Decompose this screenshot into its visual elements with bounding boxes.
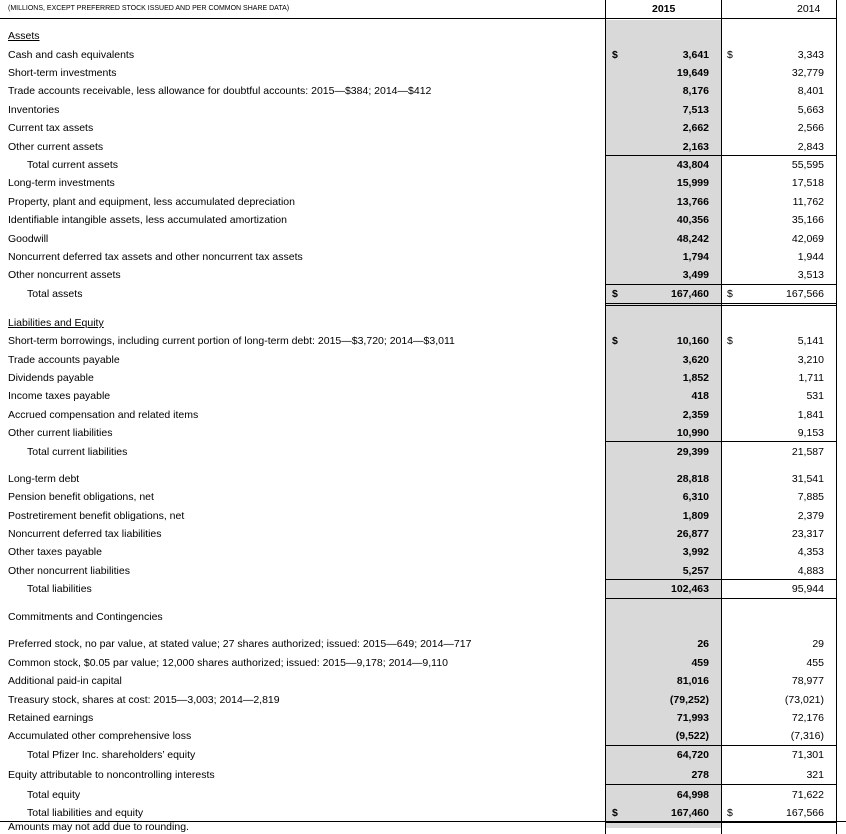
table-row	[0, 193, 846, 211]
section-heading-row	[0, 27, 846, 45]
row-label: Common stock, $0.05 par value; 12,000 shares authorized; issued: 2015—9,178; 2014—9,110	[8, 657, 448, 669]
value-2015: 2,163	[682, 141, 709, 153]
row-label: Inventories	[8, 104, 60, 116]
value-2015: 2,662	[682, 122, 709, 134]
value-2015: 1,794	[682, 251, 709, 263]
value-2015: 418	[691, 390, 709, 402]
value-2015: 26	[697, 638, 709, 650]
value-2014: 21,587	[791, 446, 824, 458]
value-2015: 43,804	[676, 159, 709, 171]
table-row	[0, 691, 846, 709]
subtotal-row	[0, 443, 846, 461]
total-rule	[605, 305, 721, 306]
value-2015: 10,990	[676, 427, 709, 439]
value-2015: 64,998	[676, 789, 709, 801]
row-label: Goodwill	[8, 233, 49, 245]
value-2014: 32,779	[791, 67, 824, 79]
value-2015: 19,649	[676, 67, 709, 79]
row-label: Other current liabilities	[8, 427, 113, 439]
value-2015: 5,257	[682, 565, 709, 577]
footnote: Amounts may not add due to rounding.	[8, 821, 189, 833]
table-row	[0, 230, 846, 248]
header-rule	[0, 18, 836, 19]
total-rule	[605, 822, 721, 823]
row-label: Other taxes payable	[8, 546, 102, 558]
value-2015: 3,641	[682, 49, 709, 61]
units-caption: (MILLIONS, EXCEPT PREFERRED STOCK ISSUED AND PER COMMON SHARE DATA)	[8, 5, 290, 12]
value-2014: 31,541	[791, 473, 824, 485]
table-row	[0, 709, 846, 727]
value-2015: 7,513	[682, 104, 709, 116]
row-label: Short-term borrowings, including current portion of long-term debt: 2015—$3,720; 2014—$3,011	[8, 335, 455, 347]
subtotal-rule	[721, 598, 836, 599]
value-2015: (79,252)	[669, 694, 709, 706]
value-2015: 81,016	[676, 675, 709, 687]
total-rule	[605, 303, 721, 304]
value-2014: 4,353	[797, 546, 824, 558]
row-label: Equity attributable to noncontrolling interests	[8, 769, 215, 781]
row-label: Retained earnings	[8, 712, 94, 724]
row-label: Total current liabilities	[27, 446, 128, 458]
value-2015: 29,399	[676, 446, 709, 458]
row-label: Total liabilities and equity	[27, 807, 144, 819]
row-label: Trade accounts receivable, less allowance for doubtful accounts: 2015—$384; 2014—$412	[8, 85, 432, 97]
year-current: 2015	[652, 3, 676, 15]
currency-symbol: $	[727, 807, 733, 819]
table-row	[0, 138, 846, 156]
value-2015: 40,356	[676, 214, 709, 226]
value-2015: 2,359	[682, 409, 709, 421]
table-row	[0, 635, 846, 653]
subtotal-row	[0, 746, 846, 764]
table-row	[0, 507, 846, 525]
row-label: Current tax assets	[8, 122, 94, 134]
value-2015: 6,310	[682, 491, 709, 503]
total-rule	[721, 305, 836, 306]
value-2014: 1,944	[797, 251, 824, 263]
table-row	[0, 266, 846, 284]
table-row	[0, 119, 846, 137]
subtotal-rule	[721, 784, 836, 785]
value-2014: 17,518	[791, 177, 824, 189]
row-label: Other noncurrent assets	[8, 269, 121, 281]
section-heading-row	[0, 608, 846, 626]
value-2014: 55,595	[791, 159, 824, 171]
currency-symbol: $	[612, 288, 618, 300]
value-2014: 11,762	[792, 196, 824, 208]
row-label: Accrued compensation and related items	[8, 409, 199, 421]
table-row	[0, 64, 846, 82]
value-2014: (73,021)	[784, 694, 824, 706]
value-2015: 15,999	[676, 177, 709, 189]
table-row	[0, 727, 846, 745]
total-rule	[721, 303, 836, 304]
currency-symbol: $	[612, 335, 618, 347]
row-label: Total Pfizer Inc. shareholders’ equity	[27, 749, 196, 761]
value-2015: 459	[691, 657, 709, 669]
value-2014: 4,883	[797, 565, 824, 577]
row-label: Total equity	[27, 789, 81, 801]
value-2015: 48,242	[676, 233, 709, 245]
row-label: Noncurrent deferred tax liabilities	[8, 528, 162, 540]
year-prior: 2014	[797, 3, 821, 15]
row-label: Total current assets	[27, 159, 119, 171]
section-heading: Assets	[8, 30, 40, 42]
table-row	[0, 766, 846, 784]
value-2014: 167,566	[786, 288, 824, 300]
value-2014: 2,566	[797, 122, 824, 134]
value-2014: (7,316)	[790, 730, 824, 742]
row-label: Treasury stock, shares at cost: 2015—3,003; 2014—2,819	[8, 694, 280, 706]
value-2014: 3,210	[797, 354, 824, 366]
currency-symbol: $	[727, 335, 733, 347]
row-label: Short-term investments	[8, 67, 117, 79]
value-2015: 1,852	[682, 372, 709, 384]
table-row	[0, 332, 846, 350]
value-2014: 7,885	[797, 491, 824, 503]
value-2014: 78,977	[791, 675, 824, 687]
value-2014: 3,513	[797, 269, 824, 281]
value-2014: 531	[806, 390, 824, 402]
value-2015: 13,766	[676, 196, 709, 208]
value-2014: 3,343	[797, 49, 824, 61]
value-2015: 102,463	[671, 583, 709, 595]
value-2014: 455	[806, 657, 824, 669]
value-2014: 95,944	[791, 583, 824, 595]
section-heading: Commitments and Contingencies	[8, 611, 163, 623]
row-label: Dividends payable	[8, 372, 94, 384]
table-row	[0, 46, 846, 64]
value-2015: 28,818	[676, 473, 709, 485]
table-row	[0, 369, 846, 387]
value-2014: 71,301	[791, 749, 824, 761]
table-row	[0, 424, 846, 442]
value-2014: 1,841	[797, 409, 824, 421]
value-2015: 167,460	[671, 807, 709, 819]
value-2014: 2,843	[797, 141, 824, 153]
table-row	[0, 406, 846, 424]
subtotal-row	[0, 786, 846, 804]
table-row	[0, 387, 846, 405]
header-row	[0, 0, 846, 18]
row-label: Long-term investments	[8, 177, 115, 189]
value-2014: 5,663	[797, 104, 824, 116]
table-row	[0, 211, 846, 229]
row-label: Total liabilities	[27, 583, 92, 595]
table-row	[0, 654, 846, 672]
row-label: Cash and cash equivalents	[8, 49, 135, 61]
value-2014: 8,401	[797, 85, 824, 97]
table-row	[0, 543, 846, 561]
table-row	[0, 672, 846, 690]
subtotal-row	[0, 156, 846, 174]
value-2015: 71,993	[676, 712, 709, 724]
value-2015: 26,877	[676, 528, 709, 540]
value-2015: 167,460	[671, 288, 709, 300]
value-2014: 5,141	[797, 335, 824, 347]
value-2014: 71,622	[791, 789, 824, 801]
value-2015: 278	[691, 769, 709, 781]
value-2015: 8,176	[682, 85, 709, 97]
row-label: Long-term debt	[8, 473, 80, 485]
row-label: Property, plant and equipment, less accumulated depreciation	[8, 196, 295, 208]
row-label: Pension benefit obligations, net	[8, 491, 154, 503]
row-label: Total assets	[27, 288, 83, 300]
section-heading: Liabilities and Equity	[8, 317, 104, 329]
value-2014: 72,176	[791, 712, 824, 724]
row-label: Identifiable intangible assets, less accumulated amortization	[8, 214, 287, 226]
total-row	[0, 285, 846, 303]
value-2015: 3,992	[682, 546, 709, 558]
value-2014: 321	[806, 769, 824, 781]
value-2014: 42,069	[791, 233, 824, 245]
total-rule	[721, 822, 836, 823]
table-row	[0, 470, 846, 488]
value-2014: 35,166	[791, 214, 824, 226]
row-label: Postretirement benefit obligations, net	[8, 510, 185, 522]
subtotal-rule	[605, 441, 721, 442]
value-2015: 64,720	[676, 749, 709, 761]
table-row	[0, 248, 846, 266]
table-row	[0, 351, 846, 369]
table-row	[0, 82, 846, 100]
value-2014: 29	[812, 638, 824, 650]
value-2014: 23,317	[791, 528, 824, 540]
value-2014: 9,153	[797, 427, 824, 439]
table-row	[0, 174, 846, 192]
value-2015: 3,499	[682, 269, 709, 281]
row-label: Other noncurrent liabilities	[8, 565, 130, 577]
row-label: Trade accounts payable	[8, 354, 120, 366]
value-2015: 1,809	[682, 510, 709, 522]
subtotal-rule	[721, 441, 836, 442]
value-2015: 10,160	[676, 335, 709, 347]
section-heading-row	[0, 314, 846, 332]
value-2014: 167,566	[786, 807, 824, 819]
value-2014: 2,379	[797, 510, 824, 522]
row-label: Additional paid-in capital	[8, 675, 122, 687]
subtotal-rule	[605, 784, 721, 785]
currency-symbol: $	[727, 288, 733, 300]
row-label: Income taxes payable	[8, 390, 111, 402]
value-2015: (9,522)	[675, 730, 709, 742]
value-2014: 1,711	[798, 372, 824, 384]
row-label: Noncurrent deferred tax assets and other noncurrent tax assets	[8, 251, 303, 263]
table-row	[0, 562, 846, 580]
table-row	[0, 488, 846, 506]
table-row	[0, 525, 846, 543]
currency-symbol: $	[612, 49, 618, 61]
currency-symbol: $	[727, 49, 733, 61]
table-row	[0, 101, 846, 119]
row-label: Preferred stock, no par value, at stated value; 27 shares authorized; issued: 2015—649; 2014—717	[8, 638, 472, 650]
currency-symbol: $	[612, 807, 618, 819]
subtotal-rule	[605, 598, 721, 599]
row-label: Accumulated other comprehensive loss	[8, 730, 192, 742]
row-label: Other current assets	[8, 141, 104, 153]
subtotal-row	[0, 580, 846, 598]
value-2015: 3,620	[682, 354, 709, 366]
